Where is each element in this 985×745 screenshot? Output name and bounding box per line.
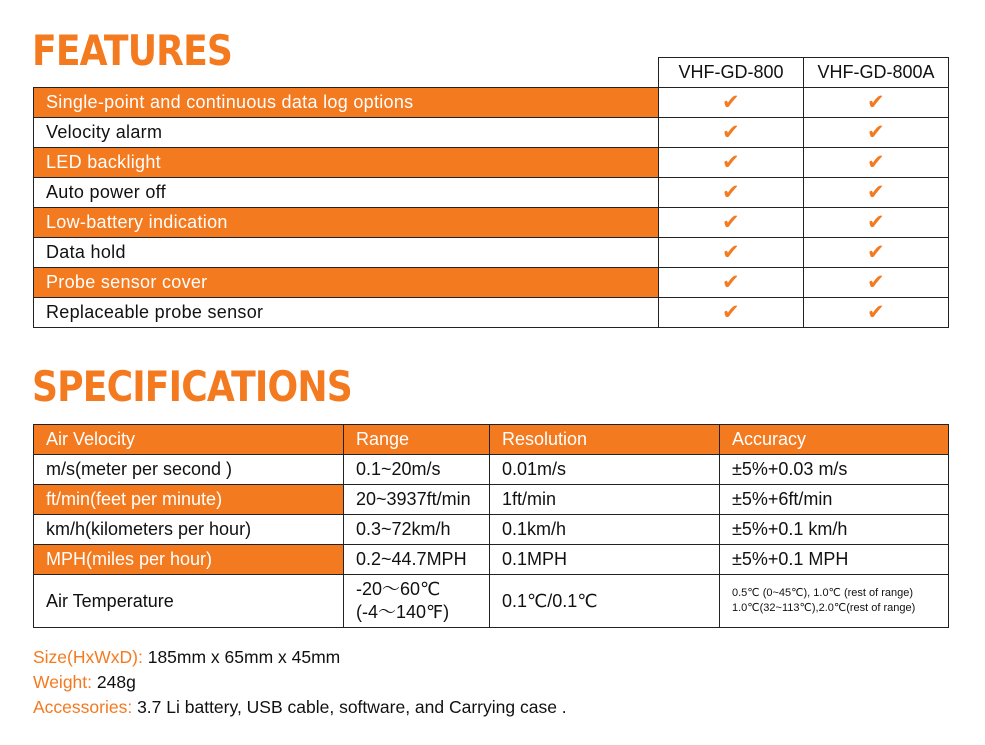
- spec-accuracy: ±5%+0.1 MPH: [720, 545, 949, 575]
- check-icon: ✔: [804, 238, 949, 268]
- specifications-table: [33, 424, 949, 628]
- check-icon: ✔: [804, 178, 949, 208]
- feature-label: Probe sensor cover: [34, 268, 659, 298]
- weight-spec: [33, 672, 136, 693]
- spec-range: 0.1~20m/s: [344, 455, 490, 485]
- accessories-key: Accessories:: [33, 697, 133, 717]
- feature-row: [34, 178, 949, 208]
- check-icon: ✔: [659, 118, 804, 148]
- accessories-spec: [33, 697, 567, 718]
- spec-accuracy: [720, 575, 949, 628]
- spec-row: [34, 485, 949, 515]
- spec-resolution: 0.1km/h: [490, 515, 720, 545]
- feature-row: [34, 148, 949, 178]
- specs-header-row: [34, 425, 949, 455]
- features-table: [33, 57, 949, 328]
- spec-row: [34, 515, 949, 545]
- feature-label: Auto power off: [34, 178, 659, 208]
- spec-label: Air Temperature: [34, 575, 344, 628]
- spec-row: [34, 545, 949, 575]
- spec-resolution: 0.1MPH: [490, 545, 720, 575]
- spec-range: [344, 575, 490, 628]
- feature-row: [34, 118, 949, 148]
- check-icon: ✔: [804, 268, 949, 298]
- spec-resolution: 1ft/min: [490, 485, 720, 515]
- check-icon: ✔: [659, 148, 804, 178]
- spec-row: [34, 455, 949, 485]
- feature-label: Velocity alarm: [34, 118, 659, 148]
- spec-label: m/s(meter per second ): [34, 455, 344, 485]
- size-key: Size(HxWxD):: [33, 647, 143, 667]
- spec-label: ft/min(feet per minute): [34, 485, 344, 515]
- accuracy-fahrenheit: 1.0℃(32~113℃),2.0℃(rest of range): [732, 602, 916, 614]
- header-accuracy: Accuracy: [720, 425, 949, 455]
- feature-row: [34, 298, 949, 328]
- spec-range: 0.3~72km/h: [344, 515, 490, 545]
- spec-label: km/h(kilometers per hour): [34, 515, 344, 545]
- feature-label: Low-battery indication: [34, 208, 659, 238]
- check-icon: ✔: [659, 238, 804, 268]
- accuracy-celsius: 0.5℃ (0~45℃), 1.0℃ (rest of range): [732, 587, 914, 599]
- check-icon: ✔: [659, 208, 804, 238]
- model-header-vhf-gd-800a: VHF-GD-800A: [804, 58, 949, 88]
- check-icon: ✔: [804, 208, 949, 238]
- header-air-velocity: Air Velocity: [34, 425, 344, 455]
- feature-label: LED backlight: [34, 148, 659, 178]
- range-celsius: -20～60℃: [356, 579, 441, 599]
- feature-label: Replaceable probe sensor: [34, 298, 659, 328]
- feature-row: [34, 238, 949, 268]
- size-spec: [33, 647, 340, 668]
- check-icon: ✔: [659, 298, 804, 328]
- check-icon: ✔: [659, 88, 804, 118]
- spec-accuracy: ±5%+0.03 m/s: [720, 455, 949, 485]
- check-icon: ✔: [804, 298, 949, 328]
- spec-resolution: 0.1℃/0.1℃: [490, 575, 720, 628]
- check-icon: ✔: [659, 178, 804, 208]
- header-range: Range: [344, 425, 490, 455]
- check-icon: ✔: [804, 88, 949, 118]
- weight-key: Weight:: [33, 672, 93, 692]
- spec-accuracy: ±5%+0.1 km/h: [720, 515, 949, 545]
- features-heading: FEATURES: [32, 26, 233, 75]
- feature-row: [34, 268, 949, 298]
- feature-row: [34, 208, 949, 238]
- accessories-value: 3.7 Li battery, USB cable, software, and Carrying case .: [132, 697, 567, 717]
- spec-range: 0.2~44.7MPH: [344, 545, 490, 575]
- spec-range: 20~3937ft/min: [344, 485, 490, 515]
- spec-label: MPH(miles per hour): [34, 545, 344, 575]
- features-header-row: [34, 58, 949, 88]
- spec-resolution: 0.01m/s: [490, 455, 720, 485]
- model-header-vhf-gd-800: VHF-GD-800: [659, 58, 804, 88]
- feature-label: Single-point and continuous data log options: [34, 88, 659, 118]
- check-icon: ✔: [659, 268, 804, 298]
- size-value: 185mm x 65mm x 45mm: [142, 647, 341, 667]
- weight-value: 248g: [92, 672, 136, 692]
- feature-row: [34, 88, 949, 118]
- range-fahrenheit: (-4～140℉): [356, 602, 450, 622]
- features-header-blank: [34, 58, 659, 88]
- check-icon: ✔: [804, 118, 949, 148]
- check-icon: ✔: [804, 148, 949, 178]
- spec-row-temperature: [34, 575, 949, 628]
- spec-accuracy: ±5%+6ft/min: [720, 485, 949, 515]
- feature-label: Data hold: [34, 238, 659, 268]
- header-resolution: Resolution: [490, 425, 720, 455]
- specifications-heading: SPECIFICATIONS: [32, 362, 352, 411]
